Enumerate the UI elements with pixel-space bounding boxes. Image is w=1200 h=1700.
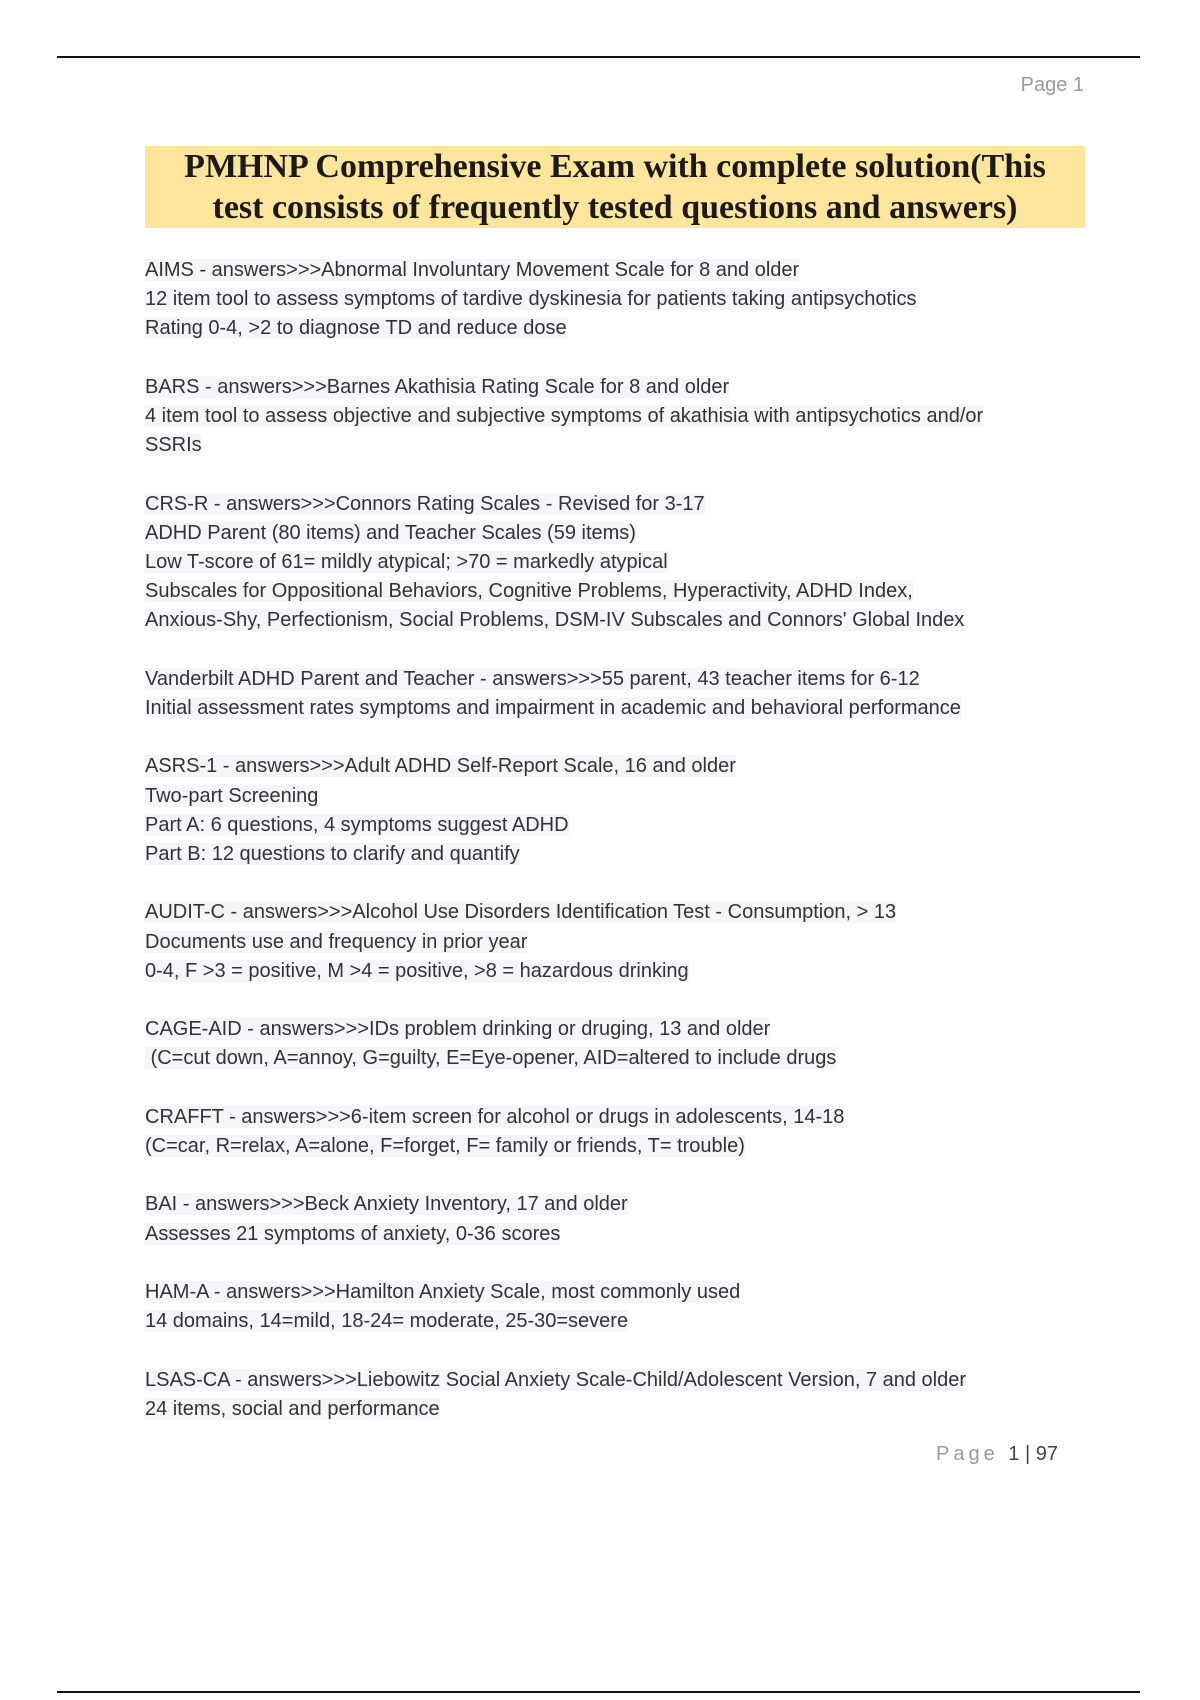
qa-line bbox=[145, 1132, 1105, 1161]
qa-line bbox=[145, 1190, 1105, 1219]
qa-line-text: LSAS-CA - answers>>>Liebowitz Social Anxiety Scale-Child/Adolescent Version, 7 and older bbox=[145, 1368, 967, 1391]
qa-line-text: CRS-R - answers>>>Connors Rating Scales - Revised for 3-17 bbox=[145, 492, 705, 515]
qa-line-text: BAI - answers>>>Beck Anxiety Inventory, 17 and older bbox=[145, 1193, 628, 1216]
footer-separator: | bbox=[1024, 1443, 1031, 1465]
qa-line-text: 4 item tool to assess objective and subjective symptoms of akathisia with antipsychotics and/or bbox=[145, 405, 984, 427]
document-title bbox=[145, 146, 1085, 228]
qa-line-text: ADHD Parent (80 items) and Teacher Scales (59 items) bbox=[145, 521, 636, 544]
qa-line-text: Part B: 12 questions to clarify and quantify bbox=[145, 843, 520, 865]
qa-entry bbox=[145, 1103, 1105, 1161]
qa-line-text: 24 items, social and performance bbox=[145, 1397, 440, 1420]
qa-line-text: Documents use and frequency in prior year bbox=[145, 930, 528, 953]
qa-line-text: SSRIs bbox=[145, 434, 202, 457]
qa-line-text: Vanderbilt ADHD Parent and Teacher - answers>>>55 parent, 43 teacher items for 6-12 bbox=[145, 667, 920, 690]
qa-line bbox=[145, 752, 1105, 781]
qa-line-text: HAM-A - answers>>>Hamilton Anxiety Scale, most commonly used bbox=[145, 1280, 741, 1303]
page-header-label: Page 1 bbox=[1020, 74, 1084, 96]
qa-line bbox=[145, 1103, 1105, 1132]
qa-line bbox=[145, 1220, 1105, 1249]
qa-line bbox=[145, 782, 1105, 811]
qa-entry bbox=[145, 665, 1105, 723]
qa-line bbox=[145, 285, 1105, 314]
qa-entry bbox=[145, 1015, 1105, 1073]
qa-entry bbox=[145, 898, 1105, 986]
qa-line-text: Initial assessment rates symptoms and impairment in academic and behavioral performance bbox=[145, 697, 961, 719]
qa-entry bbox=[145, 1278, 1105, 1336]
qa-line bbox=[145, 1015, 1105, 1044]
qa-line-text: Part A: 6 questions, 4 symptoms suggest ADHD bbox=[145, 813, 569, 836]
qa-line-text: Low T-score of 61= mildly atypical; >70 = markedly atypical bbox=[145, 551, 668, 573]
footer-page-number: 1 bbox=[1008, 1443, 1020, 1465]
header-rule bbox=[57, 56, 1140, 58]
qa-line-text: 12 item tool to assess symptoms of tardive dyskinesia for patients taking antipsychotics bbox=[145, 288, 917, 311]
qa-line bbox=[145, 490, 1105, 519]
qa-line bbox=[145, 665, 1105, 694]
qa-entry bbox=[145, 1366, 1105, 1424]
qa-line bbox=[145, 811, 1105, 840]
qa-line bbox=[145, 898, 1105, 927]
qa-line-text: (C=car, R=relax, A=alone, F=forget, F= family or friends, T= trouble) bbox=[145, 1134, 745, 1157]
qa-line bbox=[145, 519, 1105, 548]
document-body bbox=[145, 256, 1105, 1453]
qa-line-text: Two-part Screening bbox=[145, 784, 319, 807]
qa-line-text: Rating 0-4, >2 to diagnose TD and reduce dose bbox=[145, 317, 567, 340]
qa-line bbox=[145, 1307, 1105, 1336]
qa-line-text: (C=cut down, A=annoy, G=guilty, E=Eye-opener, AID=altered to include drugs bbox=[145, 1047, 837, 1070]
qa-line-text: 0-4, F >3 = positive, M >4 = positive, >8 = hazardous drinking bbox=[145, 959, 689, 982]
title-line-2: test consists of frequently tested questions and answers) bbox=[212, 189, 1018, 226]
qa-line-text: AUDIT-C - answers>>>Alcohol Use Disorders Identification Test - Consumption, > 13 bbox=[145, 901, 897, 924]
qa-line bbox=[145, 1278, 1105, 1307]
title-line-1: PMHNP Comprehensive Exam with complete solution(This bbox=[184, 148, 1046, 185]
qa-line bbox=[145, 928, 1105, 957]
footer-rule bbox=[57, 1691, 1140, 1693]
qa-line bbox=[145, 606, 1105, 635]
qa-line bbox=[145, 373, 1105, 402]
qa-line bbox=[145, 694, 1105, 723]
qa-line bbox=[145, 577, 1105, 606]
qa-entry bbox=[145, 490, 1105, 636]
qa-line bbox=[145, 840, 1105, 869]
qa-entry bbox=[145, 752, 1105, 869]
qa-line-text: BARS - answers>>>Barnes Akathisia Rating Scale for 8 and older bbox=[145, 375, 730, 398]
qa-line bbox=[145, 1044, 1105, 1073]
qa-line-text: CAGE-AID - answers>>>IDs problem drinking or druging, 13 and older bbox=[145, 1018, 771, 1041]
qa-line bbox=[145, 431, 1105, 460]
qa-line-text: CRAFFT - answers>>>6-item screen for alcohol or drugs in adolescents, 14-18 bbox=[145, 1105, 845, 1128]
qa-line-text: AIMS - answers>>>Abnormal Involuntary Movement Scale for 8 and older bbox=[145, 259, 800, 281]
footer-total-pages: 97 bbox=[1035, 1443, 1058, 1465]
page-footer bbox=[936, 1443, 1058, 1466]
qa-line bbox=[145, 1395, 1105, 1424]
qa-entry bbox=[145, 1190, 1105, 1248]
qa-line bbox=[145, 314, 1105, 343]
footer-page-word: Page bbox=[936, 1443, 999, 1465]
qa-line-text: Subscales for Oppositional Behaviors, Cognitive Problems, Hyperactivity, ADHD Index, bbox=[145, 580, 913, 603]
qa-line-text: Anxious-Shy, Perfectionism, Social Problems, DSM-IV Subscales and Connors' Global Index bbox=[145, 609, 965, 632]
qa-entry bbox=[145, 373, 1105, 461]
qa-line bbox=[145, 1366, 1105, 1395]
qa-line bbox=[145, 402, 1105, 431]
qa-line bbox=[145, 256, 1105, 285]
qa-entry bbox=[145, 256, 1105, 344]
qa-line-text: 14 domains, 14=mild, 18-24= moderate, 25-30=severe bbox=[145, 1310, 629, 1333]
qa-line bbox=[145, 548, 1105, 577]
qa-line bbox=[145, 957, 1105, 986]
qa-line-text: Assesses 21 symptoms of anxiety, 0-36 scores bbox=[145, 1222, 561, 1245]
qa-line-text: ASRS-1 - answers>>>Adult ADHD Self-Report Scale, 16 and older bbox=[145, 755, 736, 778]
